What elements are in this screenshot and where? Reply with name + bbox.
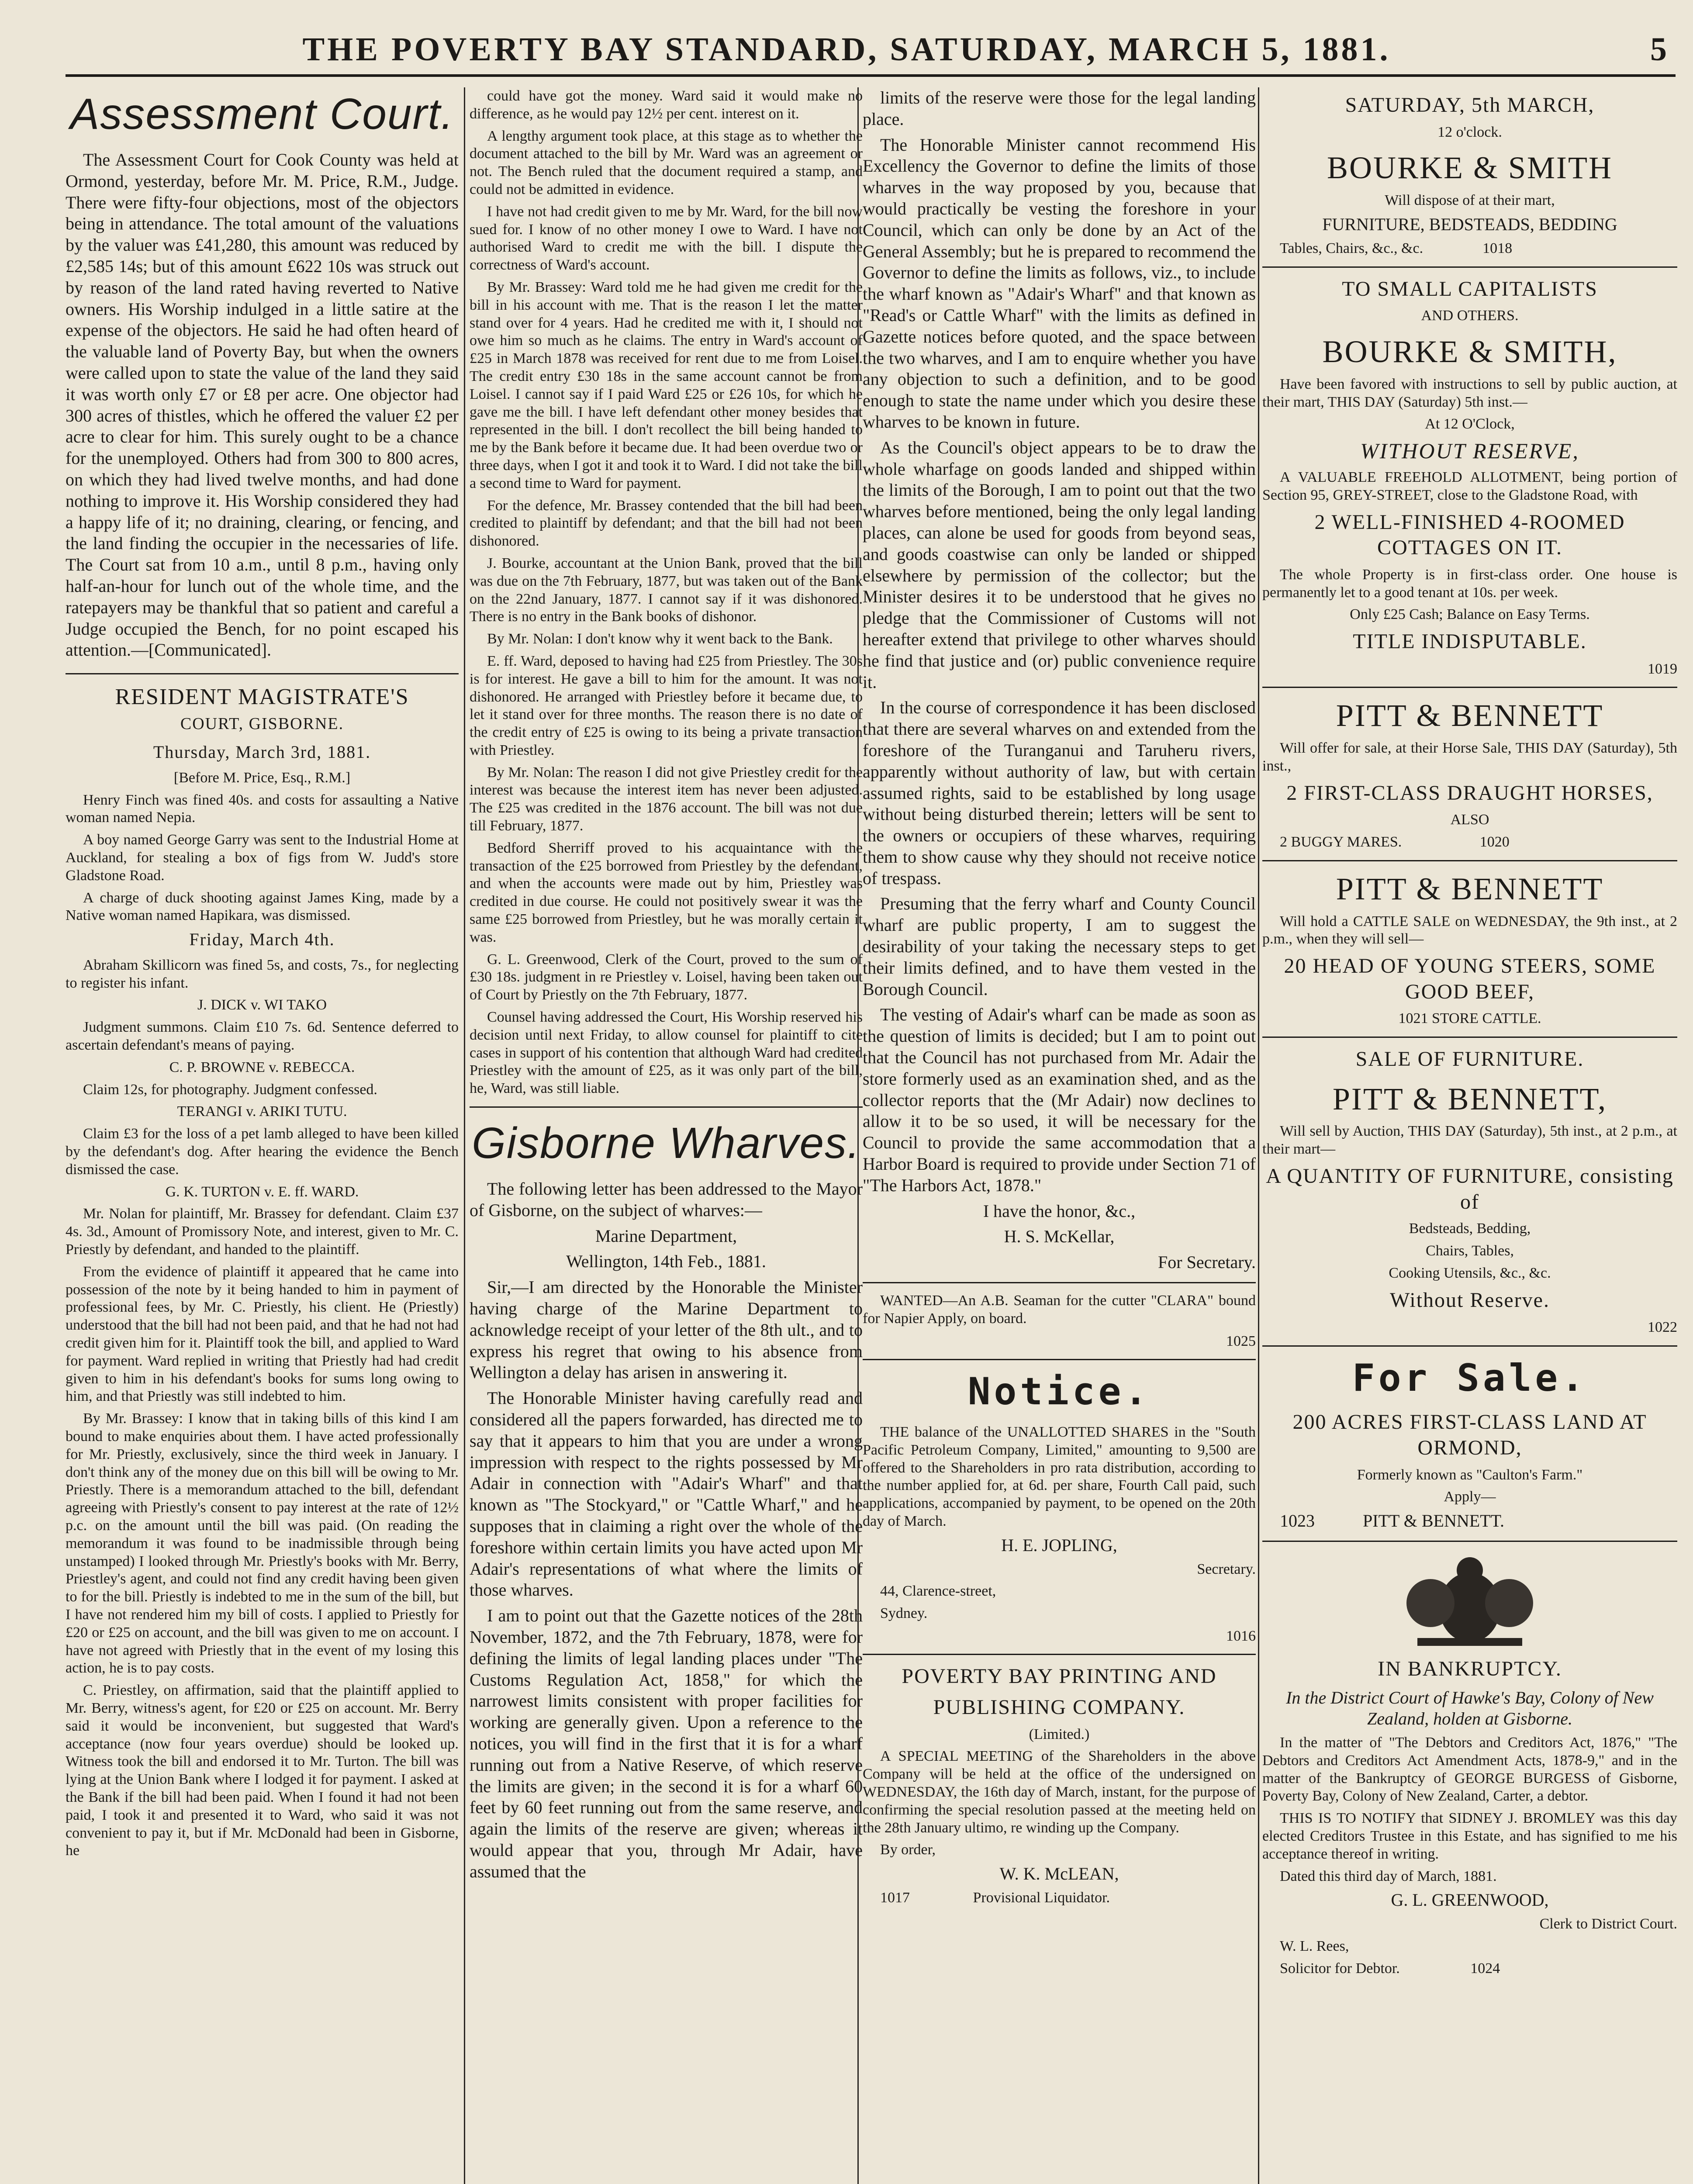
article-paragraph: The following letter has been addressed to the Mayor of Gisborne, on the subject of wharves:— — [470, 1179, 863, 1220]
ad-ref-number: 1020 — [1479, 833, 1510, 850]
letter-closing: I have the honor, &c., — [983, 1201, 1136, 1221]
case-title: TERANGI v. ARIKI TUTU. — [177, 1103, 347, 1120]
ad-for-sale: For Sale. — [1352, 1356, 1587, 1400]
section-rule — [1262, 1345, 1677, 1347]
article-paragraph: I am to point out that the Gazette notices of the 28th November, 1872, and the 7th February, 1878, were for defining the limits of legal landing places under "The Customs Regulation Act, 1858," for which the narrowest limits consistent with proper facilities for working are generally given. Upon a reference to the notices, you will find in the first that it is for a wharf running out from a Native Reserve, of which reserve the limits are given; in the second it is for a wharf 60 feet by 60 feet running out from the same reserve, and again the limits of the reserve are given; whereas it would appear that you, through Mr Adair, have assumed that the — [470, 1606, 863, 1881]
court-paragraph: For the defence, Mr. Brassey contended that the bill had been credited to plaintiff by defendant; and that the bill had not been dishonored. — [470, 497, 863, 549]
ad-firm: PITT & BENNETT — [1336, 871, 1604, 906]
ad-ref-number: 1023 — [1280, 1511, 1315, 1531]
ad-signer: G. L. GREENWOOD, — [1391, 1890, 1549, 1910]
ad-text — [1262, 1960, 1677, 1978]
article-paragraph: The Honorable Minister cannot recommend His Excellency the Governor to define the limits of those wharves in the way proposed by you, because that would practically be vesting the foreshore in your Council, which can only be done by an Act of the General Assembly; but he is prepared to recommend the Governor to define the limits as follows, viz., to include the wharf known as "Adair's Wharf" and that known as "Read's or Cattle Wharf" with the limits as defined in Gazette notices before quoted, and the space between the two wharves, and I am to enquire whether you have any objection to such a definition, and to be good enough to state the name under which you desire these wharves to be known in future. — [863, 135, 1256, 432]
case-text: Claim £3 for the loss of a pet lamb alleged to have been killed by the defendant's dog. After hearing the evidence the Bench dismissed the case. — [66, 1126, 459, 1178]
ad-solicitor: Solicitor for Debtor. — [1280, 1960, 1400, 1977]
ad-text: In the matter of "The Debtors and Creditors Act, 1876," "The Debtors and Creditors Act Amendment Acts, 1878-9," and in the matter of the Bankruptcy of GEORGE BURGESS of Gisborne, Poverty Bay, Colony of New Zealand, Carter, a debtor. — [1262, 1735, 1677, 1804]
article-subtitle: COURT, GISBORNE. — [180, 714, 344, 733]
ad-firm: PITT & BENNETT — [1336, 698, 1604, 733]
case-text: Mr. Nolan for plaintiff, Mr. Brassey for defendant. Claim £37 4s. 3d., Amount of Promissory Note, and interest, given to Mr. C. Priestly by defendant, and handed to the plaintiff. — [66, 1206, 459, 1258]
letter-date: Wellington, 14th Feb., 1881. — [566, 1251, 766, 1272]
column-divider — [1258, 87, 1259, 2184]
case-title: G. K. TURTON v. E. ff. WARD. — [165, 1183, 359, 1200]
article-paragraph: Sir,—I am directed by the Honorable the Minister having charge of the Marine Department to acknowledge receipt of your letter of the 8th ult., and to express his regret that owing to his absence from Wellington a delay has arisen in answering it. — [470, 1277, 863, 1382]
ad-ref — [863, 1889, 1256, 1907]
article-paragraph: The Honorable Minister having carefully read and considered all the papers forwarded, has directed me to say that it appears to him that you are under a wrong impression with respect to the rights possessed by Mr Adair in connection with "Adair's Wharf" and that known as "The Stockyard," or "Cattle Wharf," and he supposes that in claiming a right over the whole of the foreshore within certain limits you have acted upon Mr Adair's representations of what where the limits of those wharves. — [470, 1388, 863, 1600]
court-paragraph: G. L. Greenwood, Clerk of the Court, proved to the sum of £30 18s. judgment in re Priestley v. Loisel, having been taken out of Court by Priestly on the 7th February, 1877. — [470, 951, 863, 1003]
column-1 — [66, 87, 459, 2184]
section-rule — [1262, 860, 1677, 861]
ad-order: By order, — [880, 1842, 936, 1858]
article-paragraph: limits of the reserve were those for the legal landing place. — [863, 88, 1256, 129]
ad-text — [1262, 833, 1677, 851]
court-paragraph: A charge of duck shooting against James King, made by a Native woman named Hapikara, was dismissed. — [66, 889, 459, 924]
section-rule — [863, 1359, 1256, 1360]
ad-cottages: 2 WELL-FINISHED 4-ROOMED COTTAGES ON IT. — [1314, 510, 1625, 560]
ad-without-reserve: WITHOUT RESERVE, — [1360, 439, 1579, 463]
ad-signer: W. K. McLEAN, — [999, 1864, 1119, 1884]
ad-text: A SPECIAL MEETING of the Shareholders in the above Company will be held at the office of the undersigned on WEDNESDAY, the 16th day of March, instant, for the purpose of confirming the special resolution passed at the meeting held on the 28th January ultimo, re winding up the Company. — [863, 1748, 1256, 1836]
royal-crest-icon — [1391, 1555, 1548, 1651]
case-text: By Mr. Brassey: I know that in taking bills of this kind I am bound to make enquiries about them. I have acted professionally for Mr. Priestly, exclusively, since the third week in January. I don't think any of the money due on this bill will be owing to Mr. Priestly. There is a memorandum attached to the bill, defendant agreeing with Priestly's consent to pay interest at the rate of 12½ p.c. on the amount until the bill was paid. (On reading the memorandum it was found to be inadmissible through being unstamped) I looked through Mr. Priestly's books with Mr. Berry, Priestley's agent, and could not find any credit having been given to for the bill. Priestly is indebted to me in the sum of the bill, but I have not rendered him my bill of costs. I applied to Priestly for £20 or £25 on account, and the bill was given to me on account. I have not agreed with Priestly that in the event of my losing this action, he is to pay costs. — [66, 1410, 459, 1676]
article-paragraph: Presuming that the ferry wharf and County Council wharf are public property, I am to suggest the desirability of your taking the necessary steps to get their limits defined, and to have them vested in the Borough Council. — [863, 894, 1256, 999]
ad-text — [1262, 240, 1677, 258]
section-rule — [1262, 1541, 1677, 1542]
ad-text — [1262, 1510, 1677, 1532]
letter-signer-role: For Secretary. — [1158, 1252, 1256, 1272]
ad-text: WANTED—An A.B. Seaman for the cutter "CLARA" bound for Napier Apply, on board. — [863, 1292, 1256, 1327]
court-date: Friday, March 4th. — [189, 930, 335, 950]
ad-text: Have been favored with instructions to sell by public auction, at their mart, THIS DAY (Saturday) 5th inst.— — [1262, 376, 1677, 410]
case-text: Claim 12s, for photography. Judgment confessed. — [83, 1081, 377, 1098]
court-date: Thursday, March 3rd, 1881. — [153, 742, 371, 762]
ad-title: POVERTY BAY PRINTING AND — [902, 1665, 1217, 1688]
ad-items: Tables, Chairs, &c., &c. — [1280, 240, 1424, 256]
court-paragraph: Counsel having addressed the Court, His Worship reserved his decision until next Friday, to allow counsel for plaintiff to cite cases in support of his contention that although Ward had credited Priestley with the amount of £25, as it was only part of the bill, he, Ward, was still liable. — [470, 1009, 863, 1097]
article-title-assessment: Assessment Court. — [70, 90, 454, 138]
ad-store-cattle: 1021 STORE CATTLE. — [1398, 1010, 1541, 1027]
ad-district: In the District Court of Hawke's Bay, Colony of New Zealand, holden at Gisborne. — [1286, 1687, 1654, 1729]
case-title: C. P. BROWNE v. REBECCA. — [169, 1059, 355, 1075]
article-paragraph: In the course of correspondence it has been disclosed that there are several wharves on and extended from the foreshore of the Turanganui and Taruheru rivers, apparently without authority of law, but with certain assumed rights, said to be established by long usage without being disturbed therein; letters will be sent to the owners or occupiers of these wharves, requiring them to show cause why they should not receive notice of trespass. — [863, 698, 1256, 888]
article-paragraph: The vesting of Adair's wharf can be made as soon as the question of limits is decided; but I am to point out that the Council has not purchased from Mr. Adair the store formerly used as an examination shed, and as the collector reports that the (Mr Adair) now declines to allow it to be so used, it will be necessary for the Council to provide the same accommodation that a Harbor Board is required to provide under Section 71 of "The Harbors Act, 1878." — [863, 1005, 1256, 1195]
ad-title: SALE OF FURNITURE. — [1355, 1047, 1584, 1071]
section-rule — [863, 1654, 1256, 1655]
ad-address: 44, Clarence-street, — [880, 1583, 996, 1600]
ad-title: TO SMALL CAPITALISTS — [1342, 277, 1598, 301]
ad-date: SATURDAY, 5th MARCH, — [1345, 93, 1595, 117]
ad-ref: 1019 — [1648, 660, 1677, 677]
court-paragraph: Bedford Sherriff proved to his acquaintance with the transaction of the £25 borrowed from Priestley by the defendant, and when the accounts were made out by him, Priestley was credited in due course. He could not positively swear it was the same £25 borrowed from Priestley, but he was morally certain it was. — [470, 840, 863, 945]
ad-quantity: A QUANTITY OF FURNITURE, consisting of — [1266, 1165, 1674, 1213]
ad-text: FURNITURE, BEDSTEADS, BEDDING — [1322, 214, 1617, 234]
case-title: J. DICK v. WI TAKO — [197, 997, 327, 1013]
ad-text: Will hold a CATTLE SALE on WEDNESDAY, the 9th inst., at 2 p.m., when they will sell— — [1262, 913, 1677, 947]
ad-steers: 20 HEAD OF YOUNG STEERS, SOME GOOD BEEF, — [1284, 954, 1656, 1003]
section-rule — [863, 1282, 1256, 1283]
article-paragraph: As the Council's object appears to be to draw the whole wharfage on goods landed and shipped within the limits of the Borough, I am to point out that the two wharves before mentioned, being the only legal landing places, can alone be used for goods from beyond seas, and goods coastwise can only be landed or shipped elsewhere by permission of the collector; but the Minister desires it to be understood that he gives no pledge that the Commissioner of Customs will not hereafter extend that privilege to other wharves should he find that justice and (or) public convenience require it. — [863, 437, 1256, 692]
ad-signer-role: Provisional Liquidator. — [973, 1889, 1110, 1906]
section-rule — [66, 673, 459, 674]
article-title-rm-court: RESIDENT MAGISTRATE'S — [115, 684, 409, 710]
ad-ref-number: 1017 — [880, 1889, 910, 1906]
ad-terms: Only £25 Cash; Balance on Easy Terms. — [1350, 606, 1590, 623]
case-text: Judgment summons. Claim £10 7s. 6d. Sentence deferred to ascertain defendant's means of paying. — [66, 1019, 459, 1054]
court-paragraph: E. ff. Ward, deposed to having had £25 from Priestley. The 30s is for interest. He gave a bill to him for the amount. It was not dishonored. He arranged with Priestley before it became due, to let it stand over for three months. The reason there is no date of the credit entry of £25 is owing to its being a private transaction with Priestley. — [470, 653, 863, 758]
ad-signer-role: Secretary. — [1197, 1561, 1256, 1577]
letter-signer: H. S. McKellar, — [1004, 1227, 1115, 1247]
court-paragraph: By Mr. Brassey: Ward told me he had given me credit for the bill in his account with me. That is the reason I let the matter stand over for 4 years. Had he credited me with it, I should not owe him so much as he claims. The entry in Ward's account of £25 in March 1878 was received for rent due to me from Loisel. The credit entry £30 18s in the same account cannot be from Loisel. I cannot say if I paid Ward £25 or £26 10s, for which he gave me the bill. I have left defendant other money besides that represented in the bill. I don't recollect the bill being handed to me by the Bank before it became due. It had been overdue two or three days, when I got it and took it to Ward. I did not take the bill a second time to Ward for payment. — [470, 279, 863, 491]
article-paragraph: The Assessment Court for Cook County was held at Ormond, yesterday, before Mr. M. Price, R.M., Judge. There were fifty-four objections, most of the objectors being in attendance. The total amount of the valuations by the valuer was £41,280, this amount was reduced by £2,585 14s; but of this amount £622 10s was struck out by reason of the land rated having reverted to Native owners. His Worship indulged in a little satire at the expense of the objectors. He said he had often heard of the valuable land of Poverty Bay, but when the owners were called upon to state the value of the land they said it was worth only £7 or £8 per acre. One objector had 300 acres of thistles, which he offered the valuer £2 per acre to clear for him. This surely ought to be a chance for the unemployed. Others had from 300 to 800 acres, on which they had lived twelve months, and had done nothing to improve it. His Worship considered they had a happy life of it; no draining, clearing, or fencing, and the land finding the occupier in the necessaries of life. The Court sat from 10 a.m., until 8 p.m., having only half-an-hour for lunch out of the whole time, and the ratepayers may be thankful that so patient and careful a Judge occupied the Bench, for no point escaped his attention.—[Communicated]. — [66, 150, 459, 660]
top-rule — [66, 74, 1676, 77]
ad-text: The whole Property is in first-class order. One house is permanently let to a good tenant at 10s. per week. — [1262, 566, 1677, 601]
ad-acres: 200 ACRES FIRST-CLASS LAND AT ORMOND, — [1292, 1410, 1647, 1460]
ad-text: W. L. Rees, — [1280, 1938, 1349, 1955]
ad-limited: (Limited.) — [1029, 1726, 1090, 1742]
case-text: From the evidence of plaintiff it appeared that he came into possession of the note by it being handed to him in payment of professional fees, by Mr. C. Priestly, his client. He (Priestly) understood that the bill had not been paid, and that he had not had credit given him for it. Plaintiff took the bill, and applied to Ward for payment. Ward replied in writing that Priestly had had credit given to him in his defendant's books for sums long owing to him, and that Priestly was still indebted to him. — [66, 1263, 459, 1405]
ad-text: Will offer for sale, at their Horse Sale, THIS DAY (Saturday), 5th inst., — [1262, 740, 1677, 774]
section-rule — [1262, 1037, 1677, 1038]
ad-time: 12 o'clock. — [1437, 124, 1502, 140]
ad-firm: PITT & BENNETT. — [1363, 1511, 1505, 1531]
ad-without-reserve: Without Reserve. — [1390, 1288, 1550, 1312]
ad-item: Chairs, Tables, — [1426, 1242, 1514, 1259]
ad-subtitle: AND OTHERS. — [1421, 308, 1519, 324]
ad-ref-number: 1024 — [1470, 1960, 1500, 1977]
ad-text: Dated this third day of March, 1881. — [1280, 1868, 1497, 1884]
ad-ref: 1025 — [1226, 1333, 1256, 1349]
letter-dept: Marine Department, — [595, 1226, 737, 1246]
court-paragraph: Henry Finch was fined 40s. and costs for assaulting a Native woman named Nepia. — [66, 791, 459, 826]
ad-title: PUBLISHING COMPANY. — [933, 1695, 1185, 1719]
ad-text: A VALUABLE FREEHOLD ALLOTMENT, being portion of Section 95, GREY-STREET, close to the Gladstone Road, with — [1262, 469, 1677, 503]
ad-title-indisputable: TITLE INDISPUTABLE. — [1353, 630, 1587, 653]
ad-text: THE balance of the UNALLOTTED SHARES in the "South Pacific Petroleum Company, Limited," amounting to 9,500 are offered to the Shareholders in pro rata distribution, according to the number applied for, at 6d. per share, Fourth Call paid, such applications, accompanied by payment, to be opened on the 20th day of March. — [863, 1424, 1256, 1529]
ad-apply: Apply— — [1444, 1489, 1496, 1505]
column-2 — [470, 87, 863, 2184]
masthead — [0, 31, 1693, 70]
ad-firm: BOURKE & SMITH, — [1322, 334, 1617, 369]
court-paragraph: A boy named George Garry was sent to the Industrial Home at Auckland, for stealing a box of figs from W. Judd's store Gladstone Road. — [66, 832, 459, 884]
article-title-wharves: Gisborne Wharves. — [472, 1119, 860, 1168]
ad-ref-number: 1018 — [1482, 240, 1513, 256]
ad-text: THIS IS TO NOTIFY that SIDNEY J. BROMLEY was this day elected Creditors Trustee in this Estate, and has signified to me his acceptance thereof in writing. — [1262, 1810, 1677, 1862]
ad-item: Bedsteads, Bedding, — [1409, 1220, 1531, 1237]
court-paragraph: could have got the money. Ward said it would make no difference, as he would pay 12½ per cent. interest on it. — [470, 88, 863, 122]
court-paragraph: I have not had credit given to me by Mr. Ward, for the bill now sued for. I know of no other money I owe to Ward. I have not authorised Ward to credit me with the bill. I dispute the correctness of Ward's account. — [470, 203, 863, 273]
ad-text: Will dispose of at their mart, — [1385, 192, 1555, 209]
masthead-title: THE POVERTY BAY STANDARD, SATURDAY, MARCH 5, 1881. — [302, 31, 1391, 68]
court-before: [Before M. Price, Esq., R.M.] — [173, 769, 351, 786]
section-rule — [470, 1106, 863, 1108]
ad-also: ALSO — [1450, 812, 1489, 828]
ad-firm: BOURKE & SMITH — [1327, 150, 1613, 186]
ad-text: Formerly known as "Caulton's Farm." — [1357, 1466, 1583, 1483]
ad-address: Sydney. — [880, 1605, 928, 1622]
ad-time: At 12 O'Clock, — [1425, 416, 1515, 432]
court-paragraph: By Mr. Nolan: The reason I did not give Priestley credit for the interest was because the interest item has never been adjusted. The £25 was credited in the 1876 account. The bill was not due till February, 1877. — [470, 764, 863, 834]
ad-notice-title: Notice. — [967, 1370, 1151, 1414]
column-divider — [464, 87, 465, 2184]
ad-ref: 1016 — [1226, 1628, 1256, 1644]
ad-signer: H. E. JOPLING, — [1001, 1535, 1117, 1555]
case-text: C. Priestley, on affirmation, said that the plaintiff applied to Mr. Berry, witness's agent, for £20 or £25 on account. Mr. Berry said it would be inconvenient, but suggested that Ward's acceptance (now four years overdue) should be looked up. Witness took the bill and endorsed it to Mr. Turton. The bill was lying at the Union Bank where I lodged it for payment. I asked at the Bank if the bill had been paid. When I found it had not been paid, I took it and presented it to Ward, who said it was not convenient to pay it, but if Mr. McDonald had been in Gisborne, he — [66, 1682, 459, 1859]
ad-bankruptcy: IN BANKRUPTCY. — [1378, 1657, 1562, 1680]
section-rule — [1262, 266, 1677, 268]
column-3 — [863, 87, 1256, 2184]
ad-item: Cooking Utensils, &c., &c. — [1389, 1265, 1551, 1281]
ad-ref: 1022 — [1648, 1319, 1677, 1336]
ad-firm: PITT & BENNETT, — [1332, 1081, 1607, 1116]
ad-horses: 2 FIRST-CLASS DRAUGHT HORSES, — [1286, 781, 1653, 805]
ad-signer-role: Clerk to District Court. — [1539, 1916, 1677, 1932]
court-paragraph: By Mr. Nolan: I don't know why it went back to the Bank. — [487, 631, 833, 647]
court-paragraph: Abraham Skillicorn was fined 5s, and costs, 7s., for neglecting to register his infant. — [66, 957, 459, 991]
page-number: 5 — [1650, 31, 1667, 68]
ad-buggy: 2 BUGGY MARES. — [1280, 833, 1402, 850]
court-paragraph: A lengthy argument took place, at this stage as to whether the document attached to the bill by Mr. Ward was an agreement or not. The Bench ruled that the document required a stamp, and could not be admitted in evidence. — [470, 128, 863, 197]
ad-text: Will sell by Auction, THIS DAY (Saturday), 5th inst., at 2 p.m., at their mart— — [1262, 1123, 1677, 1158]
section-rule — [1262, 687, 1677, 688]
ad-wanted — [863, 1292, 1256, 1350]
column-4 — [1262, 87, 1677, 2184]
court-paragraph: J. Bourke, accountant at the Union Bank, proved that the bill was due on the 7th February, 1877, but was taken out of the Bank on the 22nd January, 1877. I cannot say if it was dishonored. There is no entry in the Bank books of dishonor. — [470, 555, 863, 625]
